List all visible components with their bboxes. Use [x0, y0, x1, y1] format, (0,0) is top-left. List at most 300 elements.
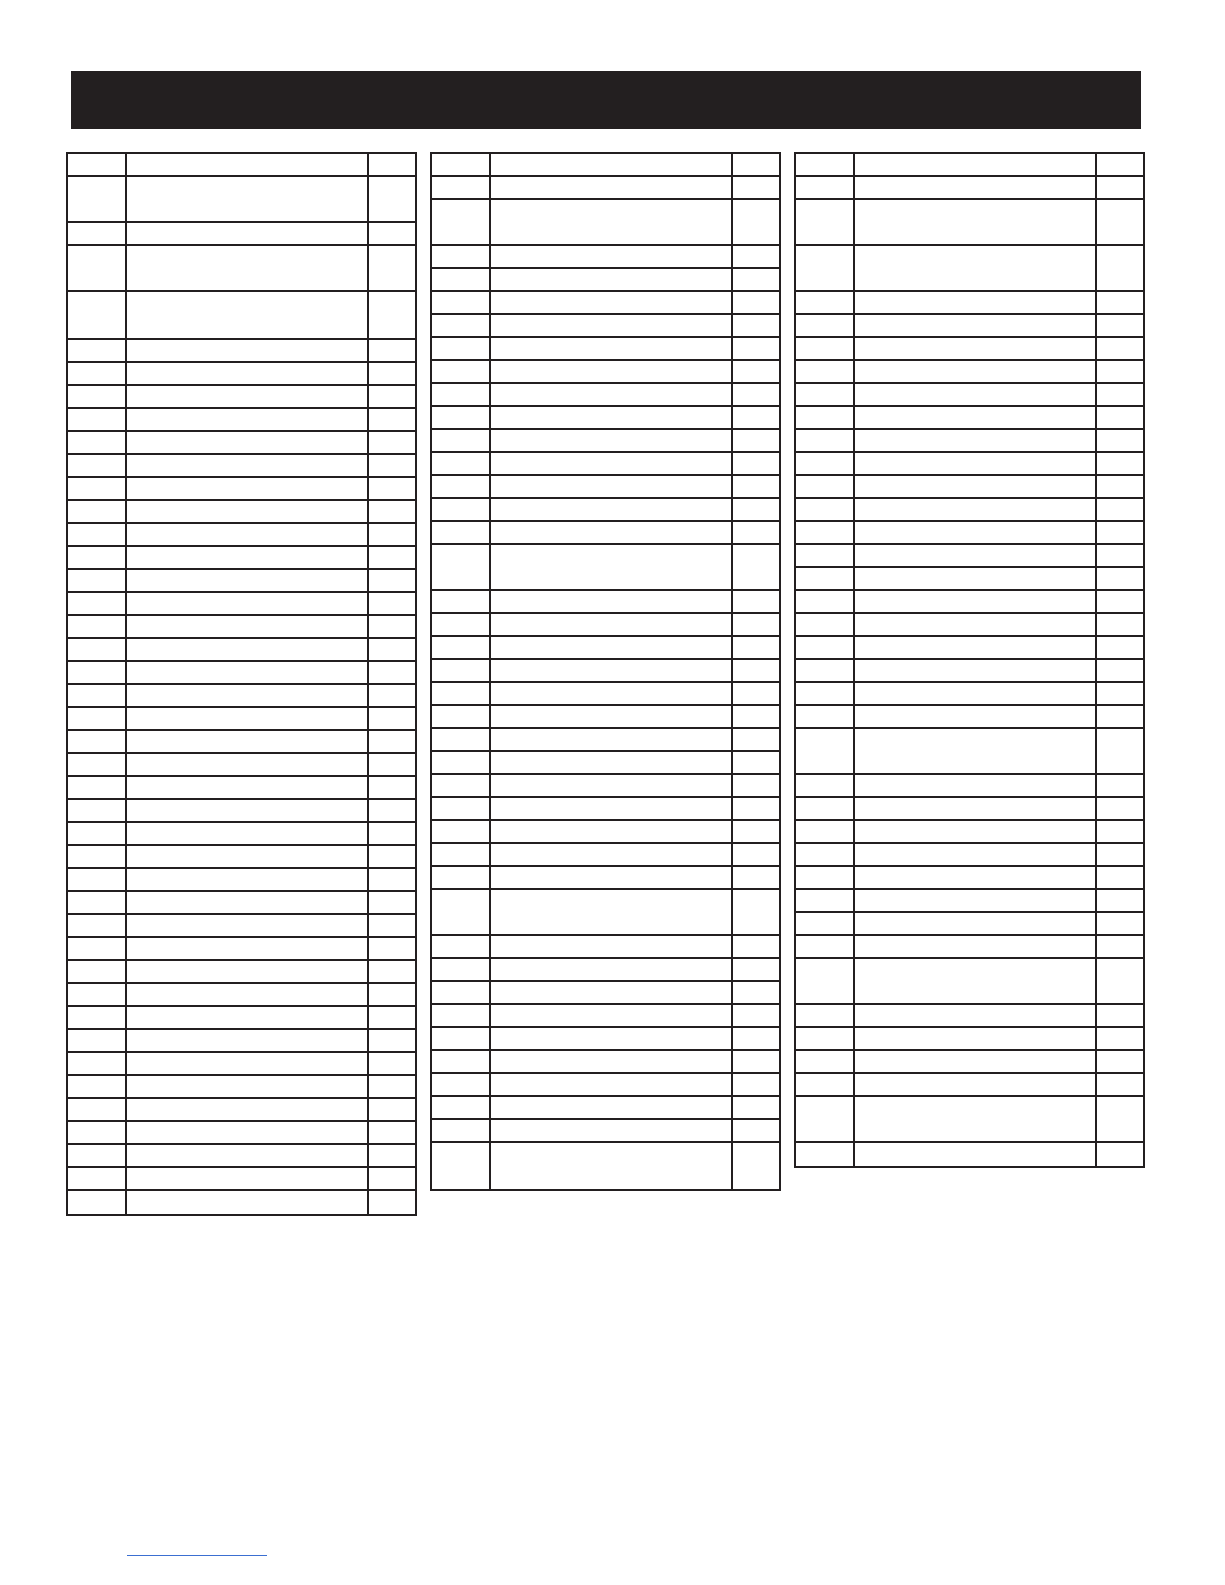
- table-row: [68, 1053, 415, 1076]
- quantity-cell: [733, 706, 779, 727]
- part-number-cell: [432, 959, 491, 980]
- table-row: [68, 1145, 415, 1168]
- table-row: [796, 798, 1143, 821]
- part-number-cell: [796, 936, 855, 957]
- part-number-cell: [796, 1028, 855, 1049]
- description-cell: [127, 754, 369, 775]
- quantity-cell: [369, 386, 415, 407]
- part-number-cell: [432, 1074, 491, 1095]
- quantity-cell: [369, 593, 415, 614]
- table-row: [432, 361, 779, 384]
- table-row: [68, 432, 415, 455]
- description-cell: [491, 1120, 733, 1141]
- part-number-cell: [68, 938, 127, 959]
- part-number-cell: [68, 1122, 127, 1143]
- quantity-cell: [369, 363, 415, 384]
- quantity-cell: [733, 1005, 779, 1026]
- description-cell: [127, 154, 369, 175]
- description-cell: [127, 1099, 369, 1120]
- quantity-cell: [1097, 407, 1143, 428]
- table-row: [68, 708, 415, 731]
- description-cell: [855, 637, 1097, 658]
- description-cell: [855, 867, 1097, 888]
- quantity-cell: [733, 200, 779, 244]
- description-cell: [127, 823, 369, 844]
- part-number-cell: [796, 821, 855, 842]
- quantity-cell: [733, 936, 779, 957]
- description-cell: [491, 453, 733, 474]
- table-row: [432, 384, 779, 407]
- quantity-cell: [733, 982, 779, 1003]
- description-cell: [491, 959, 733, 980]
- quantity-cell: [369, 800, 415, 821]
- description-cell: [491, 683, 733, 704]
- description-cell: [127, 547, 369, 568]
- quantity-cell: [733, 315, 779, 336]
- description-cell: [127, 662, 369, 683]
- description-cell: [855, 1051, 1097, 1072]
- description-cell: [855, 568, 1097, 589]
- part-number-cell: [432, 867, 491, 888]
- part-number-cell: [68, 777, 127, 798]
- description-cell: [491, 591, 733, 612]
- part-number-cell: [68, 892, 127, 913]
- description-cell: [127, 1145, 369, 1166]
- description-cell: [127, 292, 369, 338]
- table-row: [68, 1030, 415, 1053]
- quantity-cell: [1097, 292, 1143, 313]
- quantity-cell: [733, 246, 779, 267]
- part-number-cell: [432, 545, 491, 589]
- quantity-cell: [369, 409, 415, 430]
- quantity-cell: [1097, 430, 1143, 451]
- table-row: [68, 754, 415, 777]
- part-number-cell: [68, 731, 127, 752]
- quantity-cell: [369, 340, 415, 361]
- table-row: [796, 499, 1143, 522]
- description-cell: [855, 660, 1097, 681]
- table-row: [796, 292, 1143, 315]
- description-cell: [491, 775, 733, 796]
- description-cell: [127, 570, 369, 591]
- part-number-cell: [432, 821, 491, 842]
- table-row: [796, 1051, 1143, 1074]
- quantity-cell: [733, 752, 779, 773]
- table-row: [432, 1120, 779, 1143]
- table-row: [68, 846, 415, 869]
- part-number-cell: [68, 340, 127, 361]
- quantity-cell: [733, 292, 779, 313]
- quantity-cell: [733, 775, 779, 796]
- table-row: [796, 614, 1143, 637]
- quantity-cell: [733, 821, 779, 842]
- description-cell: [855, 591, 1097, 612]
- quantity-cell: [733, 867, 779, 888]
- description-cell: [491, 292, 733, 313]
- quantity-cell: [1097, 637, 1143, 658]
- table-row: [68, 386, 415, 409]
- description-cell: [491, 614, 733, 635]
- part-number-cell: [68, 1145, 127, 1166]
- quantity-cell: [369, 177, 415, 221]
- table-row: [432, 936, 779, 959]
- part-number-cell: [68, 1191, 127, 1214]
- description-cell: [491, 499, 733, 520]
- description-cell: [127, 708, 369, 729]
- description-cell: [491, 752, 733, 773]
- table-row: [432, 407, 779, 430]
- description-cell: [127, 246, 369, 290]
- description-cell: [855, 798, 1097, 819]
- description-cell: [127, 363, 369, 384]
- part-number-cell: [68, 1053, 127, 1074]
- description-cell: [855, 476, 1097, 497]
- table-row: [68, 524, 415, 547]
- quantity-cell: [1097, 614, 1143, 635]
- description-cell: [491, 729, 733, 750]
- description-cell: [491, 177, 733, 198]
- part-number-cell: [68, 1007, 127, 1028]
- part-number-cell: [796, 430, 855, 451]
- quantity-cell: [1097, 936, 1143, 957]
- quantity-cell: [369, 524, 415, 545]
- table-row: [796, 1097, 1143, 1143]
- parts-table-middle: [430, 152, 781, 1191]
- part-number-cell: [796, 545, 855, 566]
- table-row: [432, 959, 779, 982]
- description-cell: [855, 384, 1097, 405]
- quantity-cell: [369, 823, 415, 844]
- quantity-cell: [733, 269, 779, 290]
- table-row: [68, 915, 415, 938]
- quantity-cell: [733, 361, 779, 382]
- description-cell: [127, 524, 369, 545]
- table-row: [68, 961, 415, 984]
- description-cell: [855, 775, 1097, 796]
- table-row: [68, 455, 415, 478]
- description-cell: [855, 361, 1097, 382]
- quantity-cell: [1097, 499, 1143, 520]
- quantity-cell: [1097, 729, 1143, 773]
- part-number-cell: [432, 752, 491, 773]
- table-row: [432, 637, 779, 660]
- quantity-cell: [369, 616, 415, 637]
- part-number-cell: [68, 455, 127, 476]
- quantity-cell: [1097, 384, 1143, 405]
- part-number-cell: [796, 568, 855, 589]
- description-cell: [127, 938, 369, 959]
- part-number-cell: [68, 363, 127, 384]
- part-number-cell: [796, 246, 855, 290]
- part-number-cell: [68, 409, 127, 430]
- description-cell: [127, 1007, 369, 1028]
- table-row: [796, 246, 1143, 292]
- quantity-cell: [733, 1051, 779, 1072]
- table-row: [796, 568, 1143, 591]
- part-number-cell: [68, 616, 127, 637]
- part-number-cell: [68, 754, 127, 775]
- quantity-cell: [369, 1099, 415, 1120]
- table-row: [432, 200, 779, 246]
- description-cell: [127, 961, 369, 982]
- part-number-cell: [432, 154, 491, 175]
- description-cell: [127, 386, 369, 407]
- quantity-cell: [369, 1007, 415, 1028]
- quantity-cell: [733, 545, 779, 589]
- description-cell: [855, 246, 1097, 290]
- description-cell: [855, 614, 1097, 635]
- table-row: [432, 844, 779, 867]
- description-cell: [491, 936, 733, 957]
- part-number-cell: [68, 1099, 127, 1120]
- table-row: [796, 315, 1143, 338]
- quantity-cell: [1097, 913, 1143, 934]
- table-row: [432, 591, 779, 614]
- table-row: [68, 478, 415, 501]
- description-cell: [491, 844, 733, 865]
- part-number-cell: [432, 292, 491, 313]
- description-cell: [127, 501, 369, 522]
- table-row: [68, 1076, 415, 1099]
- part-number-cell: [432, 614, 491, 635]
- description-cell: [491, 476, 733, 497]
- table-row: [432, 821, 779, 844]
- quantity-cell: [733, 614, 779, 635]
- description-cell: [855, 177, 1097, 198]
- quantity-cell: [1097, 844, 1143, 865]
- table-row: [796, 706, 1143, 729]
- part-number-cell: [432, 844, 491, 865]
- quantity-cell: [733, 407, 779, 428]
- description-cell: [855, 499, 1097, 520]
- quantity-cell: [1097, 1005, 1143, 1026]
- quantity-cell: [1097, 476, 1143, 497]
- part-number-cell: [432, 798, 491, 819]
- quantity-cell: [1097, 706, 1143, 727]
- quantity-cell: [1097, 1028, 1143, 1049]
- description-cell: [491, 821, 733, 842]
- part-number-cell: [432, 729, 491, 750]
- table-row: [432, 798, 779, 821]
- part-number-cell: [68, 432, 127, 453]
- header-bar: [71, 71, 1141, 129]
- table-row: [432, 315, 779, 338]
- quantity-cell: [369, 754, 415, 775]
- table-row: [432, 1074, 779, 1097]
- part-number-cell: [796, 798, 855, 819]
- quantity-cell: [1097, 890, 1143, 911]
- table-row: [796, 522, 1143, 545]
- description-cell: [127, 984, 369, 1005]
- table-row: [796, 177, 1143, 200]
- part-number-cell: [68, 685, 127, 706]
- table-row: [796, 1028, 1143, 1051]
- part-number-cell: [432, 660, 491, 681]
- description-cell: [127, 455, 369, 476]
- description-cell: [491, 269, 733, 290]
- description-cell: [855, 338, 1097, 359]
- part-number-cell: [68, 823, 127, 844]
- quantity-cell: [733, 499, 779, 520]
- part-number-cell: [796, 1143, 855, 1166]
- quantity-cell: [1097, 338, 1143, 359]
- part-number-cell: [68, 984, 127, 1005]
- part-number-cell: [68, 639, 127, 660]
- part-number-cell: [796, 200, 855, 244]
- table-row: [432, 246, 779, 269]
- table-row: [432, 1028, 779, 1051]
- table-row: [68, 1122, 415, 1145]
- description-cell: [491, 706, 733, 727]
- part-number-cell: [432, 1120, 491, 1141]
- quantity-cell: [733, 959, 779, 980]
- table-row: [68, 731, 415, 754]
- quantity-cell: [369, 731, 415, 752]
- table-row: [68, 223, 415, 246]
- part-number-cell: [68, 1030, 127, 1051]
- quantity-cell: [1097, 246, 1143, 290]
- part-number-cell: [432, 522, 491, 543]
- part-number-cell: [796, 913, 855, 934]
- quantity-cell: [733, 1120, 779, 1141]
- description-cell: [127, 1122, 369, 1143]
- quantity-cell: [733, 844, 779, 865]
- part-number-cell: [796, 384, 855, 405]
- table-row: [796, 154, 1143, 177]
- description-cell: [127, 685, 369, 706]
- table-row: [796, 200, 1143, 246]
- part-number-cell: [432, 315, 491, 336]
- part-number-cell: [68, 869, 127, 890]
- quantity-cell: [369, 662, 415, 683]
- table-row: [432, 660, 779, 683]
- part-number-cell: [796, 683, 855, 704]
- part-number-cell: [796, 154, 855, 175]
- part-number-cell: [796, 476, 855, 497]
- parts-table-left: [66, 152, 417, 1216]
- part-number-cell: [68, 154, 127, 175]
- footer-link-underline[interactable]: [127, 1555, 267, 1556]
- description-cell: [855, 154, 1097, 175]
- table-row: [68, 1099, 415, 1122]
- table-row: [796, 591, 1143, 614]
- table-row: [796, 637, 1143, 660]
- table-row: [432, 775, 779, 798]
- description-cell: [491, 200, 733, 244]
- table-row: [796, 384, 1143, 407]
- quantity-cell: [1097, 683, 1143, 704]
- table-row: [68, 800, 415, 823]
- table-row: [796, 821, 1143, 844]
- parts-table-right: [794, 152, 1145, 1168]
- table-row: [432, 476, 779, 499]
- quantity-cell: [733, 637, 779, 658]
- quantity-cell: [733, 591, 779, 612]
- part-number-cell: [796, 614, 855, 635]
- table-row: [432, 683, 779, 706]
- part-number-cell: [68, 846, 127, 867]
- description-cell: [491, 430, 733, 451]
- quantity-cell: [369, 432, 415, 453]
- quantity-cell: [369, 478, 415, 499]
- quantity-cell: [733, 476, 779, 497]
- quantity-cell: [1097, 453, 1143, 474]
- part-number-cell: [68, 292, 127, 338]
- table-row: [796, 936, 1143, 959]
- table-row: [68, 639, 415, 662]
- part-number-cell: [432, 361, 491, 382]
- quantity-cell: [1097, 591, 1143, 612]
- quantity-cell: [1097, 821, 1143, 842]
- table-row: [68, 938, 415, 961]
- description-cell: [127, 177, 369, 221]
- quantity-cell: [1097, 545, 1143, 566]
- part-number-cell: [796, 660, 855, 681]
- table-row: [68, 292, 415, 340]
- table-row: [796, 430, 1143, 453]
- description-cell: [491, 660, 733, 681]
- table-row: [796, 890, 1143, 913]
- part-number-cell: [432, 338, 491, 359]
- quantity-cell: [1097, 361, 1143, 382]
- table-row: [432, 982, 779, 1005]
- part-number-cell: [432, 476, 491, 497]
- table-row: [68, 869, 415, 892]
- quantity-cell: [369, 570, 415, 591]
- part-number-cell: [432, 384, 491, 405]
- quantity-cell: [369, 915, 415, 936]
- description-cell: [855, 913, 1097, 934]
- table-row: [68, 777, 415, 800]
- part-number-cell: [796, 867, 855, 888]
- quantity-cell: [369, 1030, 415, 1051]
- quantity-cell: [369, 1191, 415, 1214]
- quantity-cell: [369, 777, 415, 798]
- description-cell: [491, 154, 733, 175]
- part-number-cell: [432, 1143, 491, 1189]
- table-row: [432, 614, 779, 637]
- description-cell: [491, 384, 733, 405]
- description-cell: [855, 1005, 1097, 1026]
- quantity-cell: [1097, 522, 1143, 543]
- table-row: [796, 338, 1143, 361]
- part-number-cell: [68, 501, 127, 522]
- table-row: [796, 476, 1143, 499]
- quantity-cell: [733, 154, 779, 175]
- part-number-cell: [432, 936, 491, 957]
- quantity-cell: [733, 1028, 779, 1049]
- part-number-cell: [796, 407, 855, 428]
- table-row: [432, 867, 779, 890]
- description-cell: [127, 223, 369, 244]
- quantity-cell: [1097, 959, 1143, 1003]
- description-cell: [127, 432, 369, 453]
- part-number-cell: [796, 591, 855, 612]
- description-cell: [127, 800, 369, 821]
- part-number-cell: [68, 524, 127, 545]
- quantity-cell: [733, 177, 779, 198]
- description-cell: [127, 1168, 369, 1189]
- quantity-cell: [369, 869, 415, 890]
- quantity-cell: [733, 798, 779, 819]
- quantity-cell: [369, 708, 415, 729]
- part-number-cell: [796, 637, 855, 658]
- quantity-cell: [369, 685, 415, 706]
- description-cell: [491, 361, 733, 382]
- table-row: [432, 269, 779, 292]
- table-row: [432, 752, 779, 775]
- part-number-cell: [432, 407, 491, 428]
